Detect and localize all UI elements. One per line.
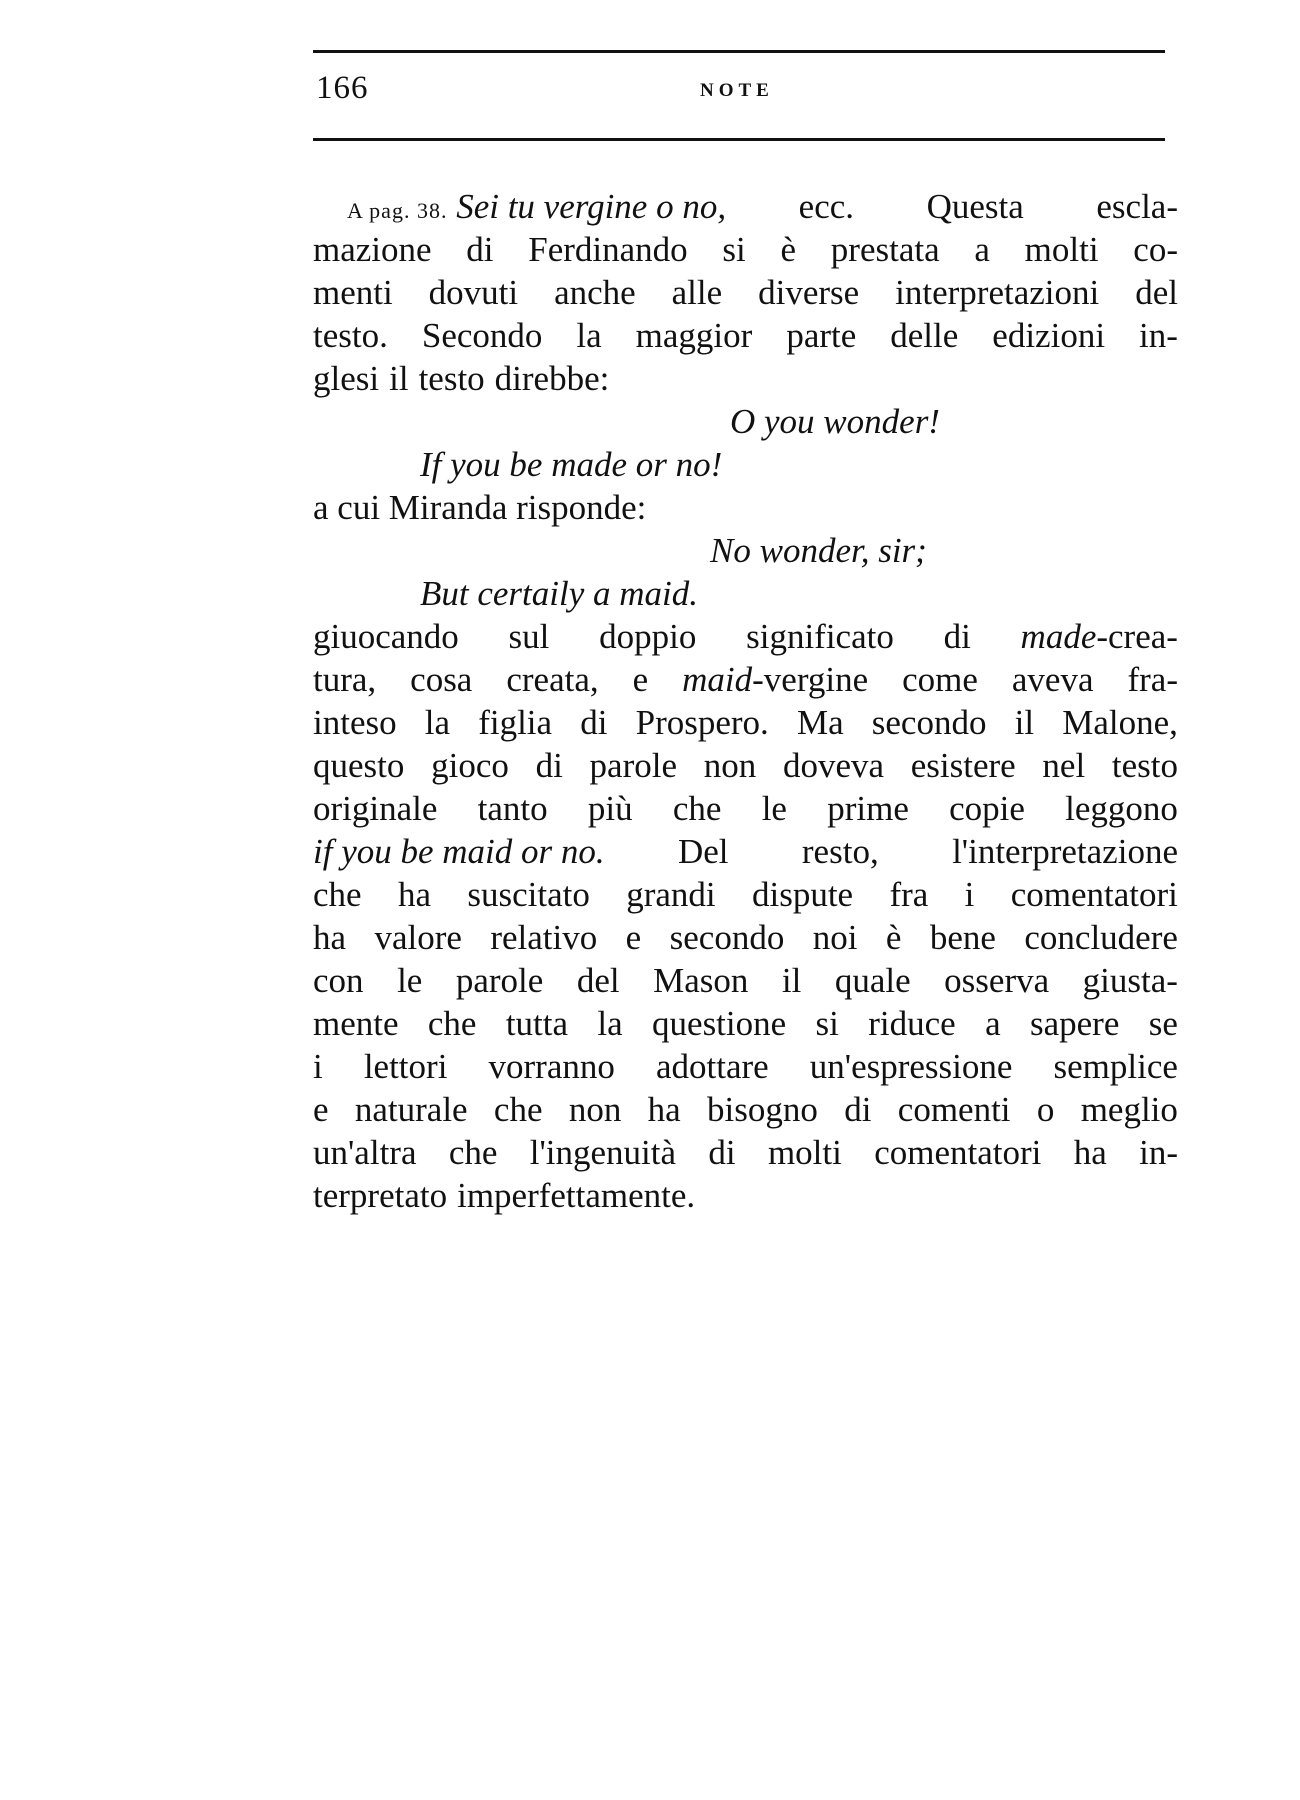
- word: edizioni: [992, 316, 1106, 355]
- word: se: [1148, 1004, 1178, 1043]
- word: significato: [746, 617, 894, 656]
- text-line: [313, 1088, 1178, 1131]
- word: di: [943, 617, 971, 656]
- word: parole: [589, 746, 677, 785]
- word: che: [448, 1133, 498, 1172]
- word: di: [844, 1090, 872, 1129]
- word: nel: [1042, 746, 1086, 785]
- word: cosa: [410, 660, 473, 699]
- word: meglio: [1080, 1090, 1178, 1129]
- word: è: [885, 918, 902, 957]
- word: e: [313, 1090, 329, 1129]
- word: di: [466, 230, 494, 269]
- word: doppio: [599, 617, 697, 656]
- text-line: [313, 916, 1178, 959]
- word: alle: [671, 273, 723, 312]
- word: giusta-: [1082, 961, 1178, 1000]
- word: del: [576, 961, 620, 1000]
- word: esistere: [910, 746, 1016, 785]
- word: Prospero.: [635, 703, 769, 742]
- word: copie: [949, 789, 1025, 828]
- word: interpretazioni: [895, 273, 1100, 312]
- word: la: [424, 703, 451, 742]
- word: direbbe:: [494, 359, 610, 398]
- text-line: [313, 1045, 1178, 1088]
- word: le: [397, 961, 423, 1000]
- verse-line: But certaily a maid.: [420, 574, 699, 613]
- header-bottom-rule: [313, 138, 1165, 141]
- word: Questa: [926, 187, 1024, 226]
- word: semplice: [1053, 1047, 1178, 1086]
- word: i: [964, 875, 975, 914]
- text-line: [313, 271, 1178, 314]
- word: del: [1135, 273, 1178, 312]
- word: Malone,: [1062, 703, 1178, 742]
- word: l'ingenuità: [529, 1133, 677, 1172]
- word: sapere: [1029, 1004, 1120, 1043]
- word: suscitato: [467, 875, 590, 914]
- word: di: [535, 746, 563, 785]
- word: anche: [554, 273, 636, 312]
- word: vorranno: [488, 1047, 615, 1086]
- word: adottare: [655, 1047, 769, 1086]
- word: che: [493, 1090, 543, 1129]
- word: riduce: [868, 1004, 956, 1043]
- word: comenti: [897, 1090, 1011, 1129]
- text-line: [313, 744, 1178, 787]
- word: è: [780, 230, 797, 269]
- word: e: [625, 918, 642, 957]
- word: diverse: [758, 273, 860, 312]
- word: le: [761, 789, 787, 828]
- word: in-: [1139, 1133, 1178, 1172]
- word: imperfettamente.: [457, 1176, 696, 1215]
- word: tura,: [313, 660, 377, 699]
- word: leggono: [1065, 789, 1178, 828]
- word: gioco: [431, 746, 509, 785]
- word: di: [580, 703, 608, 742]
- word: secondo: [669, 918, 785, 957]
- word: un'altra: [313, 1133, 417, 1172]
- word: comentatori: [874, 1133, 1042, 1172]
- word: originale: [313, 789, 438, 828]
- word: if you be maid or no.: [313, 832, 605, 871]
- word: il: [389, 359, 409, 398]
- word: la: [576, 316, 602, 355]
- word: menti: [313, 273, 393, 312]
- word: un'espressione: [809, 1047, 1013, 1086]
- word: fra-: [1127, 660, 1178, 699]
- text-line: [313, 185, 1178, 228]
- text-line: [313, 1002, 1178, 1045]
- word: che: [313, 875, 362, 914]
- italic-quote: Sei tu vergine o no,: [456, 187, 727, 226]
- word: non: [703, 746, 757, 785]
- word: inteso: [313, 703, 397, 742]
- word: bisogno: [707, 1090, 818, 1129]
- word: il: [1014, 703, 1035, 742]
- word: delle: [890, 316, 959, 355]
- word: tanto: [477, 789, 548, 828]
- word: Ma: [796, 703, 844, 742]
- page-number: 166: [316, 70, 369, 106]
- word: testo: [1111, 746, 1178, 785]
- word: si: [815, 1004, 839, 1043]
- text-line: [313, 314, 1178, 357]
- word: doveva: [782, 746, 885, 785]
- word: noi: [812, 918, 858, 957]
- word: naturale: [354, 1090, 468, 1129]
- verse-line: O you wonder!: [730, 402, 940, 441]
- text-line: [313, 1174, 1178, 1217]
- word: Mason: [653, 961, 749, 1000]
- word: fra: [889, 875, 929, 914]
- text-line: [313, 228, 1178, 271]
- word: mente: [313, 1004, 399, 1043]
- word: ha: [647, 1090, 681, 1129]
- reply-intro: a cui Miranda risponde:: [313, 488, 647, 527]
- text-line: [313, 357, 1178, 400]
- word: più: [587, 789, 633, 828]
- word: concludere: [1024, 918, 1178, 957]
- word: non: [568, 1090, 622, 1129]
- word: questione: [652, 1004, 787, 1043]
- word: prestata: [830, 230, 940, 269]
- word: il: [781, 961, 802, 1000]
- word: creata,: [506, 660, 599, 699]
- word: si: [722, 230, 746, 269]
- body-paragraph: [313, 615, 1178, 1217]
- word: Ferdinando: [528, 230, 688, 269]
- word: mazione: [313, 230, 432, 269]
- word: con: [313, 961, 364, 1000]
- word: glesi: [313, 359, 380, 398]
- word: maid-vergine: [682, 660, 869, 699]
- word: giuocando: [313, 617, 459, 656]
- word: parole: [455, 961, 544, 1000]
- text-line: [313, 959, 1178, 1002]
- text-line: [313, 615, 1178, 658]
- text-line: [313, 787, 1178, 830]
- word: che: [427, 1004, 477, 1043]
- word: maggior: [635, 316, 753, 355]
- word: come: [902, 660, 978, 699]
- word: terpretato: [313, 1176, 448, 1215]
- word: made-crea-: [1020, 617, 1178, 656]
- word: relativo: [490, 918, 598, 957]
- verse-line: No wonder, sir;: [710, 531, 927, 570]
- page-reference: A pag. 38.: [347, 198, 448, 223]
- text-line: [313, 658, 1178, 701]
- word: co-: [1133, 230, 1178, 269]
- word: comentatori: [1010, 875, 1178, 914]
- word: osserva: [944, 961, 1050, 1000]
- word: l'interpretazione: [952, 832, 1178, 871]
- word: resto,: [801, 832, 879, 871]
- header-top-rule: [313, 50, 1165, 53]
- word: Del: [678, 832, 729, 871]
- word: di: [708, 1133, 736, 1172]
- word: o: [1036, 1090, 1055, 1129]
- word: testo.: [313, 316, 388, 355]
- word: testo: [418, 359, 485, 398]
- word: escla-: [1096, 187, 1178, 226]
- word: ha: [1073, 1133, 1107, 1172]
- word: aveva: [1011, 660, 1094, 699]
- word: e: [632, 660, 649, 699]
- text-line: [313, 830, 1178, 873]
- word: sul: [508, 617, 550, 656]
- word: che: [672, 789, 722, 828]
- word: questo: [313, 746, 405, 785]
- word: parte: [786, 316, 857, 355]
- word: bene: [929, 918, 996, 957]
- word: quale: [834, 961, 911, 1000]
- word: figlia: [478, 703, 553, 742]
- word: ecc.: [798, 187, 855, 226]
- word: i: [313, 1047, 323, 1086]
- word: Secondo: [421, 316, 543, 355]
- word: la: [597, 1004, 623, 1043]
- word: ha: [313, 918, 347, 957]
- word: a: [985, 1004, 1001, 1043]
- word: lettori: [363, 1047, 448, 1086]
- note-text: [313, 185, 1178, 1217]
- text-line: [313, 873, 1178, 916]
- word: in-: [1139, 316, 1178, 355]
- text-line: [313, 701, 1178, 744]
- running-head: NOTE: [700, 80, 774, 101]
- word: tutta: [505, 1004, 569, 1043]
- word: ha: [397, 875, 431, 914]
- text-line: [313, 1131, 1178, 1174]
- word: grandi: [626, 875, 716, 914]
- word: dispute: [751, 875, 854, 914]
- word: a: [974, 230, 990, 269]
- word: prime: [827, 789, 909, 828]
- word: secondo: [871, 703, 987, 742]
- word: dovuti: [428, 273, 519, 312]
- word: valore: [374, 918, 462, 957]
- word: molti: [767, 1133, 842, 1172]
- word: molti: [1024, 230, 1099, 269]
- verse-line: If you be made or no!: [420, 445, 723, 484]
